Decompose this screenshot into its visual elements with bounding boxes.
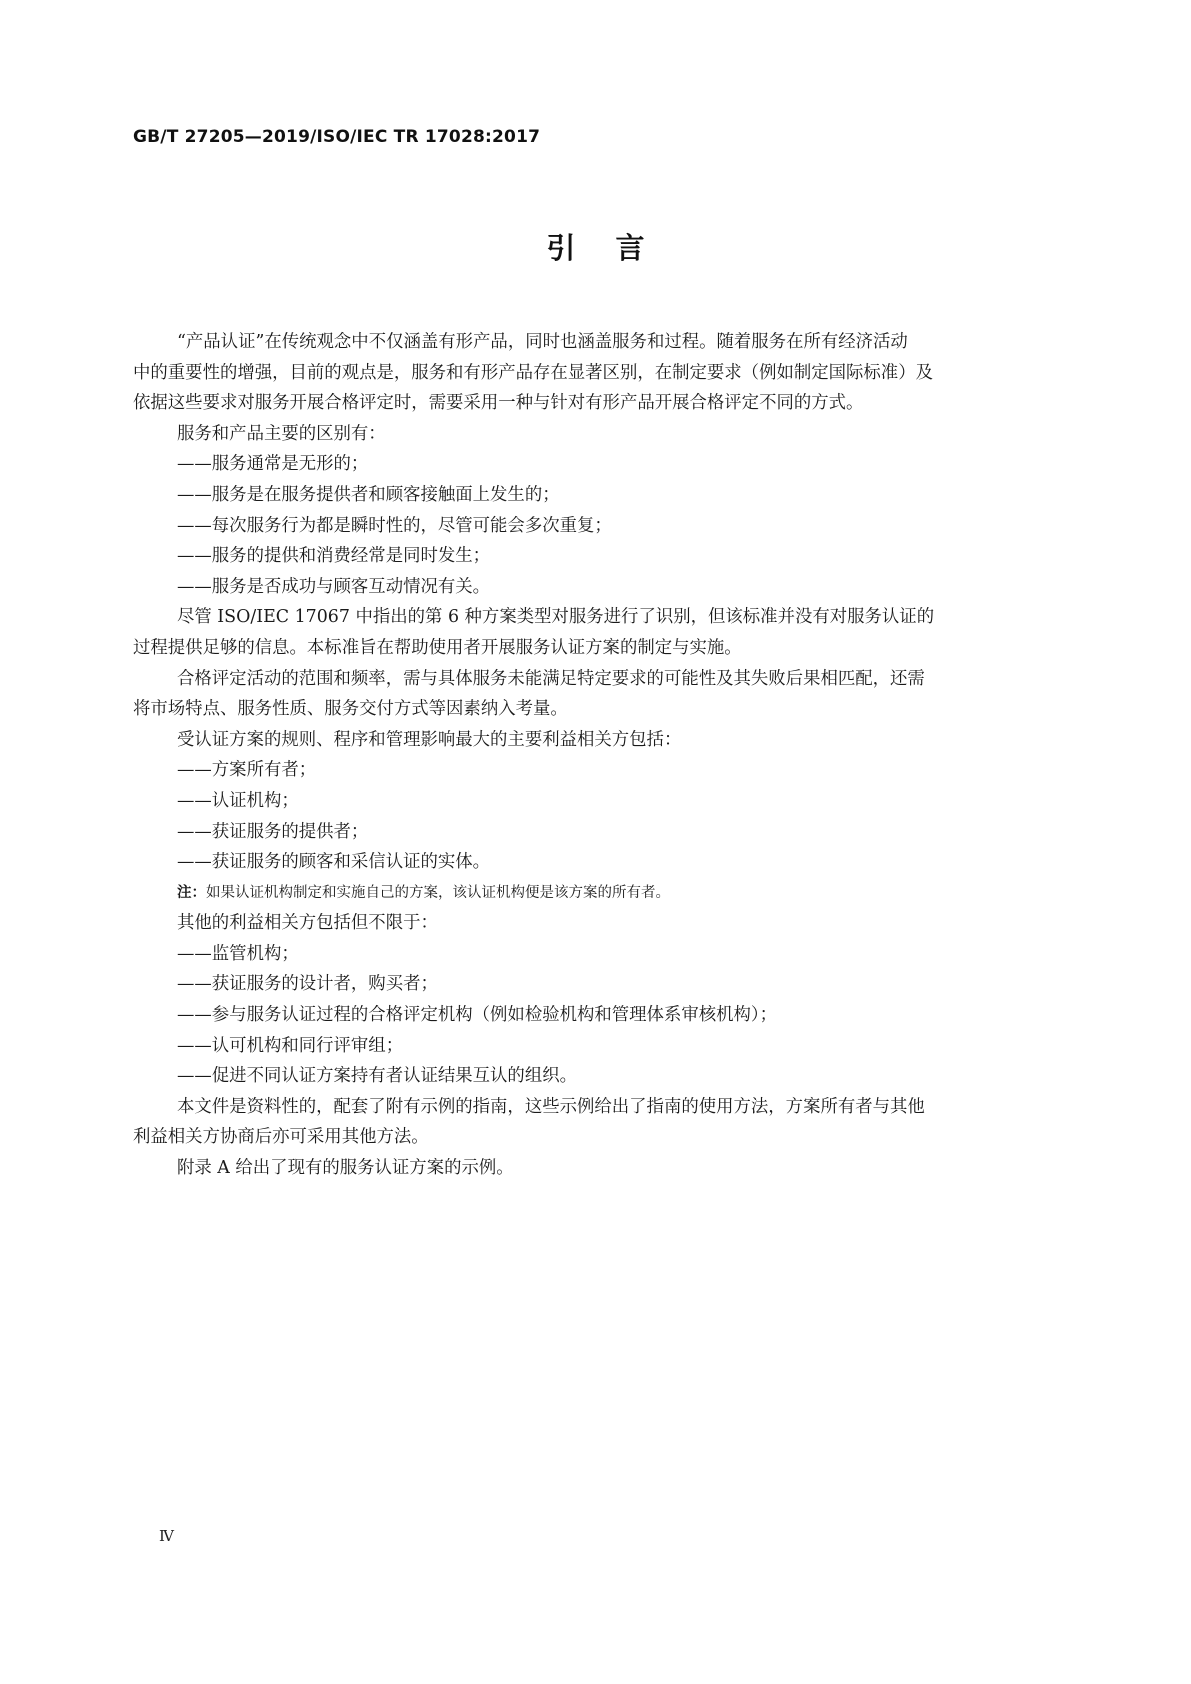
list-item: ——服务是否成功与顾客互动情况有关。 bbox=[177, 576, 491, 597]
standard-number-header: GB/T 27205—2019/ISO/IEC TR 17028:2017 bbox=[133, 127, 541, 147]
paragraph-line: 服务和产品主要的区别有： bbox=[177, 423, 386, 444]
list-item: ——获证服务的顾客和采信认证的实体。 bbox=[177, 852, 491, 873]
list-item: ——方案所有者； bbox=[177, 760, 317, 781]
paragraph-line: 利益相关方协商后亦可采用其他方法。 bbox=[133, 1127, 429, 1148]
paragraph-line: 尽管 ISO/IEC 17067 中指出的第 6 种方案类型对服务进行了识别，但该标准并没有对服务认证的 bbox=[177, 607, 935, 628]
note-text: 如果认证机构制定和实施自己的方案，该认证机构便是该方案的所有者。 bbox=[206, 884, 670, 901]
paragraph-line: “产品认证”在传统观念中不仅涵盖有形产品，同时也涵盖服务和过程。随着服务在所有经济活动 bbox=[177, 332, 908, 352]
note-label: 注： bbox=[177, 884, 206, 901]
paragraph-line: 其他的利益相关方包括但不限于： bbox=[177, 913, 438, 934]
note bbox=[177, 878, 1061, 909]
paragraph-line: 中的重要性的增强，目前的观点是，服务和有形产品存在显著区别，在制定要求（例如制定国际标准）及 bbox=[133, 362, 933, 383]
list-item: ——服务是在服务提供者和顾客接触面上发生的； bbox=[177, 484, 560, 505]
list-item: ——获证服务的设计者，购买者； bbox=[177, 974, 438, 995]
paragraph-line: 过程提供足够的信息。本标准旨在帮助使用者开展服务认证方案的制定与实施。 bbox=[133, 637, 742, 658]
list-item: ——服务的提供和消费经常是同时发生； bbox=[177, 546, 491, 567]
document-body bbox=[133, 327, 1061, 1184]
list-item: ——参与服务认证过程的合格评定机构（例如检验机构和管理体系审核机构）； bbox=[177, 1005, 777, 1026]
paragraph-line: 将市场特点、服务性质、服务交付方式等因素纳入考量。 bbox=[133, 699, 568, 720]
list-item: ——获证服务的提供者； bbox=[177, 821, 369, 842]
paragraph-line: 受认证方案的规则、程序和管理影响最大的主要利益相关方包括： bbox=[177, 729, 682, 750]
paragraph-line: 合格评定活动的范围和频率，需与具体服务未能满足特定要求的可能性及其失败后果相匹配，还需 bbox=[177, 668, 925, 689]
paragraph-line: 依据这些要求对服务开展合格评定时，需要采用一种与针对有形产品开展合格评定不同的方式。 bbox=[133, 393, 864, 414]
list-item: ——促进不同认证方案持有者认证结果互认的组织。 bbox=[177, 1066, 577, 1087]
paragraph-line: 附录 A 给出了现有的服务认证方案的示例。 bbox=[177, 1158, 514, 1179]
list-item: ——服务通常是无形的； bbox=[177, 454, 369, 475]
list-item: ——监管机构； bbox=[177, 943, 299, 964]
list-item: ——认证机构； bbox=[177, 790, 299, 811]
section-title: 引言 bbox=[546, 231, 685, 265]
paragraph-line: 本文件是资料性的，配套了附有示例的指南，这些示例给出了指南的使用方法，方案所有者与其他 bbox=[177, 1096, 925, 1117]
list-item: ——每次服务行为都是瞬时性的，尽管可能会多次重复； bbox=[177, 515, 612, 536]
page-number: Ⅳ bbox=[159, 1527, 174, 1545]
list-item: ——认可机构和同行评审组； bbox=[177, 1035, 404, 1056]
